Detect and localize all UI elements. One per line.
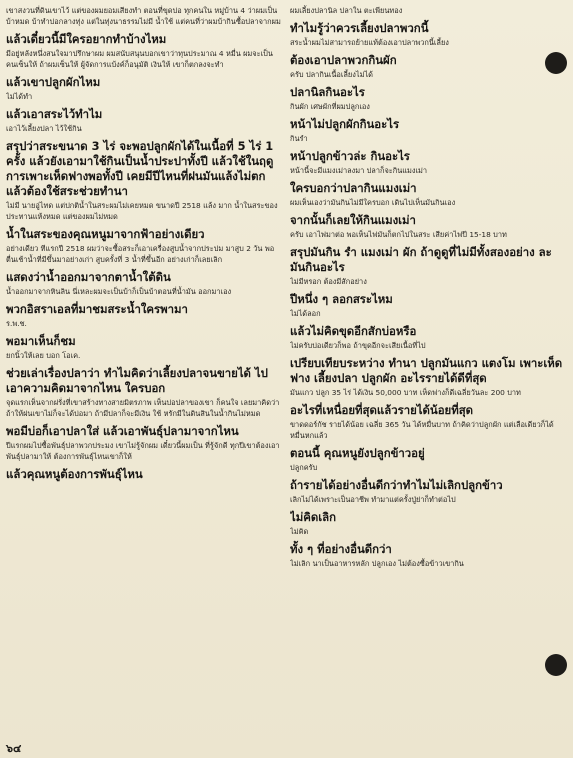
interview-answer: ผมเห็นเองว่ามันกินไม่มีใครบอก เดินไปเห็นมันกินเอง xyxy=(290,198,456,207)
interview-question: สรุปมันกิน รำ แมงเม่า ผัก ถ้าดูดูที่ไม่มีทั้งสองอย่าง ละ มันกินอะไร xyxy=(290,245,552,274)
qa-block xyxy=(290,213,566,240)
interview-answer: ไม่ได้ทำ xyxy=(6,92,33,101)
qa-block xyxy=(290,5,566,16)
interview-answer: ครับ ปลากินเนื้อเลี้ยงไม่ได้ xyxy=(290,70,373,79)
interview-answer: สระน้ำผมไม่สามารถย้ายแท้ต้องเอาปลาพวกนี้เลี้ยง xyxy=(290,38,449,47)
interview-question: ต้องเอาปลาพวกกินผัก xyxy=(290,53,397,67)
binder-hole xyxy=(545,52,567,74)
interview-question: ถ้ารายได้อย่างอื่นดีกว่าทำไมไม่เลิกปลูกข้าว xyxy=(290,478,503,492)
interview-question: สรุปว่าสระขนาด 3 ไร่ จะพอปลูกผักได้ในเนื้อที่ 5 ไร่ 1 ครั้ง แล้วยังเอามาใช้กินเป็นน้ำประปาทั้งปี แล้วใช้ในฤดูการเพาะเห็ดฟางพอทั้งปี เคยมีปีไหนที่ฝนมันแล้งไม่ตก แล้วต้องใช้สระช่วยทำนา xyxy=(6,139,274,198)
interview-answer: ไม่มีหรอก ต้องมีสักอย่าง xyxy=(290,277,367,286)
interview-question: หน้าไม่ปลูกผักกินอะไร xyxy=(290,117,400,131)
qa-block xyxy=(6,107,282,134)
qa-block xyxy=(290,117,566,144)
qa-block xyxy=(6,424,282,462)
interview-answer: เขาสงวนที่ดินเขาไว้ แต่ของผมยอมเสียงทำ ตอนที่ขุดบ่อ ทุกคนใน หมู่บ้าน 4 ว่าผมเป็นบ้าหมด บ้าทำบ่อกลางทุ่ง แต่ในทุ่งนาธรรมไม่มี น้ำใช้ แต่คนที่ว่าผมบ้ากินซื้อปลาจากผม xyxy=(6,6,281,26)
interview-question: ช่วยเล่าเรื่องปลาว่า ทำไมคิดว่าเลี้ยงปลาจนขายได้ ไปเอาความคิดมาจากไหน ใครบอก xyxy=(6,366,268,395)
qa-block xyxy=(290,324,566,351)
qa-block xyxy=(6,227,282,265)
page-number: ๖๔ xyxy=(6,742,22,755)
qa-block xyxy=(290,149,566,176)
interview-answer: เลิกไม่ได้เพราะเป็นอาชีพ ทำมาแต่ครั้งปู่ย่าก็ทำต่อไป xyxy=(290,495,456,504)
qa-block xyxy=(6,270,282,297)
interview-answer: จุดแรกเห็นจากฝรั่งที่เขาสร้างทางสายมิตรภาพ เห็นบ่อปลาของเขา ก็คนใจ เลยมาคิดว่า ถ้าให้ฝนเขาไม่ก็จะได้บ่อมา ถ้ามีปลาก็จะมีเงิน ใช้ หรักมีในดินสินในน้ำกินไม่หมด xyxy=(6,398,280,418)
interview-answer: น้ำออกมาจากหินลิน นี่เหละผมจะเป็นบ้าก็เป็นบ้าตอนที่น้ำมัน ออกมาเอง xyxy=(6,287,232,296)
interview-answer: มีอยู่หลังหนึ่งสนใจมาปรึกษาผม ผมสนับสนุนบอกเขาว่าทุนประมาณ 4 หมื่น ผมจะเป็นคนเซ็นให้ ถ้าผมเซ็นให้ ผู้จัดการแบ้งค์ก็อนุมัติ เงินให้ เขาก็ตกลงจะทำ xyxy=(6,49,273,69)
interview-answer: กินผัก เศษผักที่ผมปลูกเอง xyxy=(290,102,370,111)
interview-question: จากนั้นก็เลยให้กินแมงเม่า xyxy=(290,213,416,227)
interview-answer: ครับ เอาไฟมาต่อ พอเห็นไฟมันก็ตกไปในสระ เสียค่าไฟปี 15-18 บาท xyxy=(290,230,507,239)
qa-block xyxy=(290,245,566,287)
qa-block xyxy=(6,302,282,329)
interview-question: หน้าปลูกข้าวล่ะ กินอะไร xyxy=(290,149,410,163)
qa-block xyxy=(290,53,566,80)
interview-answer: ขาดดอร์กัช รายได้น้อย เฉลี่ย 365 วัน ได้หมื่นบาท ถ้าคิดว่าปลูกผัก แต่เลือเดียวก็ได้หมื่นหกแล้ว xyxy=(290,420,554,440)
right-column xyxy=(290,4,566,744)
interview-question: น้ำในสระของคุณหนูมาจากฟ้าอย่างเดียว xyxy=(6,227,205,241)
qa-block xyxy=(6,5,282,27)
interview-question: ปลานิลกินอะไร xyxy=(290,85,365,99)
interview-question: พอมีบ่อก็เอาปลาใส่ แล้วเอาพันธุ์ปลามาจากไหน xyxy=(6,424,239,438)
interview-answer: อย่างเดียว ทีแรกปี 2518 ผมว่าจะซื้อสระก็เอาเครื่องสูบน้ำจากประปม มาสูบ 2 วัน พอตื่นเช้าน้ำที่มีขึ้นมาอย่างเก่า สูบครั้งที่ 3 น้ำที่ขึ้นอีก อย่างเก่าก็เลยเลิก xyxy=(6,244,275,264)
interview-answer: ไม่เลิก นาเป็นอาหารหลัก ปลูกเอง ไม่ต้องซื้อข้าวเขากิน xyxy=(290,559,464,568)
interview-answer: ผมเลี้ยงปลานิล ปลาใน ตะเพียนทอง xyxy=(290,6,403,15)
interview-answer: ร.พ.ช. xyxy=(6,319,27,328)
interview-question: ตอนนี้ คุณหนูยังปลูกข้าวอยู่ xyxy=(290,446,425,460)
interview-question: แสดงว่าน้ำออกมาจากตาน้ำใต้ดิน xyxy=(6,270,171,284)
interview-question: อะไรที่เหนื่อยที่สุดแล้วรายได้น้อยที่สุด xyxy=(290,403,474,417)
qa-block xyxy=(290,542,566,569)
interview-question: เปรียบเทียบระหว่าง ทำนา ปลูกมันแกว แตงโม เพาะเห็ดฟาง เลี้ยงปลา ปลูกผัก อะไรรายได้ดีที่สุด xyxy=(290,356,563,385)
interview-question: แล้วเขาปลูกผักไหม xyxy=(6,75,101,89)
qa-block xyxy=(290,478,566,505)
qa-block xyxy=(290,356,566,398)
interview-answer: ยกนิ้วให้เลย บอก โอเค. xyxy=(6,351,81,360)
interview-answer: ไม่ครับบ่อเดียวก็พอ ถ้าขุดอีกจะเสียเนื้อที่ไป xyxy=(290,341,426,350)
interview-question: แล้วคุณหนูต้องการพันธุ์ไหน xyxy=(6,467,143,481)
interview-question: พอมาเห็นก็ชม xyxy=(6,334,76,348)
interview-question: แล้วเดี๋ยวนี้มีใครอยากทำบ้างไหม xyxy=(6,32,167,46)
qa-block xyxy=(6,334,282,361)
qa-block xyxy=(6,467,282,482)
binder-hole xyxy=(545,654,567,676)
qa-block xyxy=(290,85,566,112)
interview-answer: กินรำ xyxy=(290,134,308,143)
interview-answer: ปีแรกผมไปซื้อพันธุ์ปลาพวกประมง เขาไม่รู้จักผม เดี๋ยวนี้ผมเป็น ที่รู้จักดี ทุกปีเขาต้องเอาพันธุ์ปลามาให้ ต้องการพันธุ์ไหนเขาก็ให้ xyxy=(6,441,280,461)
interview-answer: ไม่ได้ลอก xyxy=(290,309,321,318)
qa-block xyxy=(6,139,282,222)
interview-question: ทั้ง ๆ ที่อย่างอื่นดีกว่า xyxy=(290,542,392,556)
interview-question: ใครบอกว่าปลากินแมงเม่า xyxy=(290,181,417,195)
left-column xyxy=(6,4,282,744)
interview-answer: มันแกว ปลูก 35 ไร่ ได้เงิน 50,000 บาท เห็ดฟางก็ดีเฉลี่ยวันละ 200 บาท xyxy=(290,388,521,397)
interview-question: แล้วเอาสระไว้ทำไม xyxy=(6,107,103,121)
interview-answer: ปลูกครับ xyxy=(290,463,318,472)
interview-answer: ไม่คิด xyxy=(290,527,309,536)
interview-question: ไม่คิดเลิก xyxy=(290,510,337,524)
interview-question: ทำไมรู้ว่าควรเลี้ยงปลาพวกนี้ xyxy=(290,21,429,35)
interview-question: ปีหนึ่ง ๆ ลอกสระไหม xyxy=(290,292,393,306)
qa-block xyxy=(6,366,282,419)
qa-block xyxy=(290,446,566,473)
qa-block xyxy=(290,181,566,208)
qa-block xyxy=(290,21,566,48)
qa-block xyxy=(290,510,566,537)
interview-answer: ไม่มี นายอู่ไทด แต่ปกติน้ำในสระผมไม่เคยหมด ขนาดปี 2518 แล้ง มาก น้ำในสระของประทานแห้งหมด แต่ของผมไม่หมด xyxy=(6,201,278,221)
interview-answer: หน้านี้จะมีแมงเม่าลงมา ปลาก็จะกินแมงเม่า xyxy=(290,166,428,175)
qa-block xyxy=(290,292,566,319)
interview-question: พวกอิสราเอลที่มาชมสระน้ำใครพามา xyxy=(6,302,188,316)
qa-block xyxy=(290,403,566,441)
qa-block xyxy=(6,32,282,70)
qa-block xyxy=(6,75,282,102)
interview-question: แล้วไม่คิดขุดอีกสักบ่อหรือ xyxy=(290,324,417,338)
interview-answer: เอาไว้เลี้ยงปลา ไว้ใช้กิน xyxy=(6,124,82,133)
